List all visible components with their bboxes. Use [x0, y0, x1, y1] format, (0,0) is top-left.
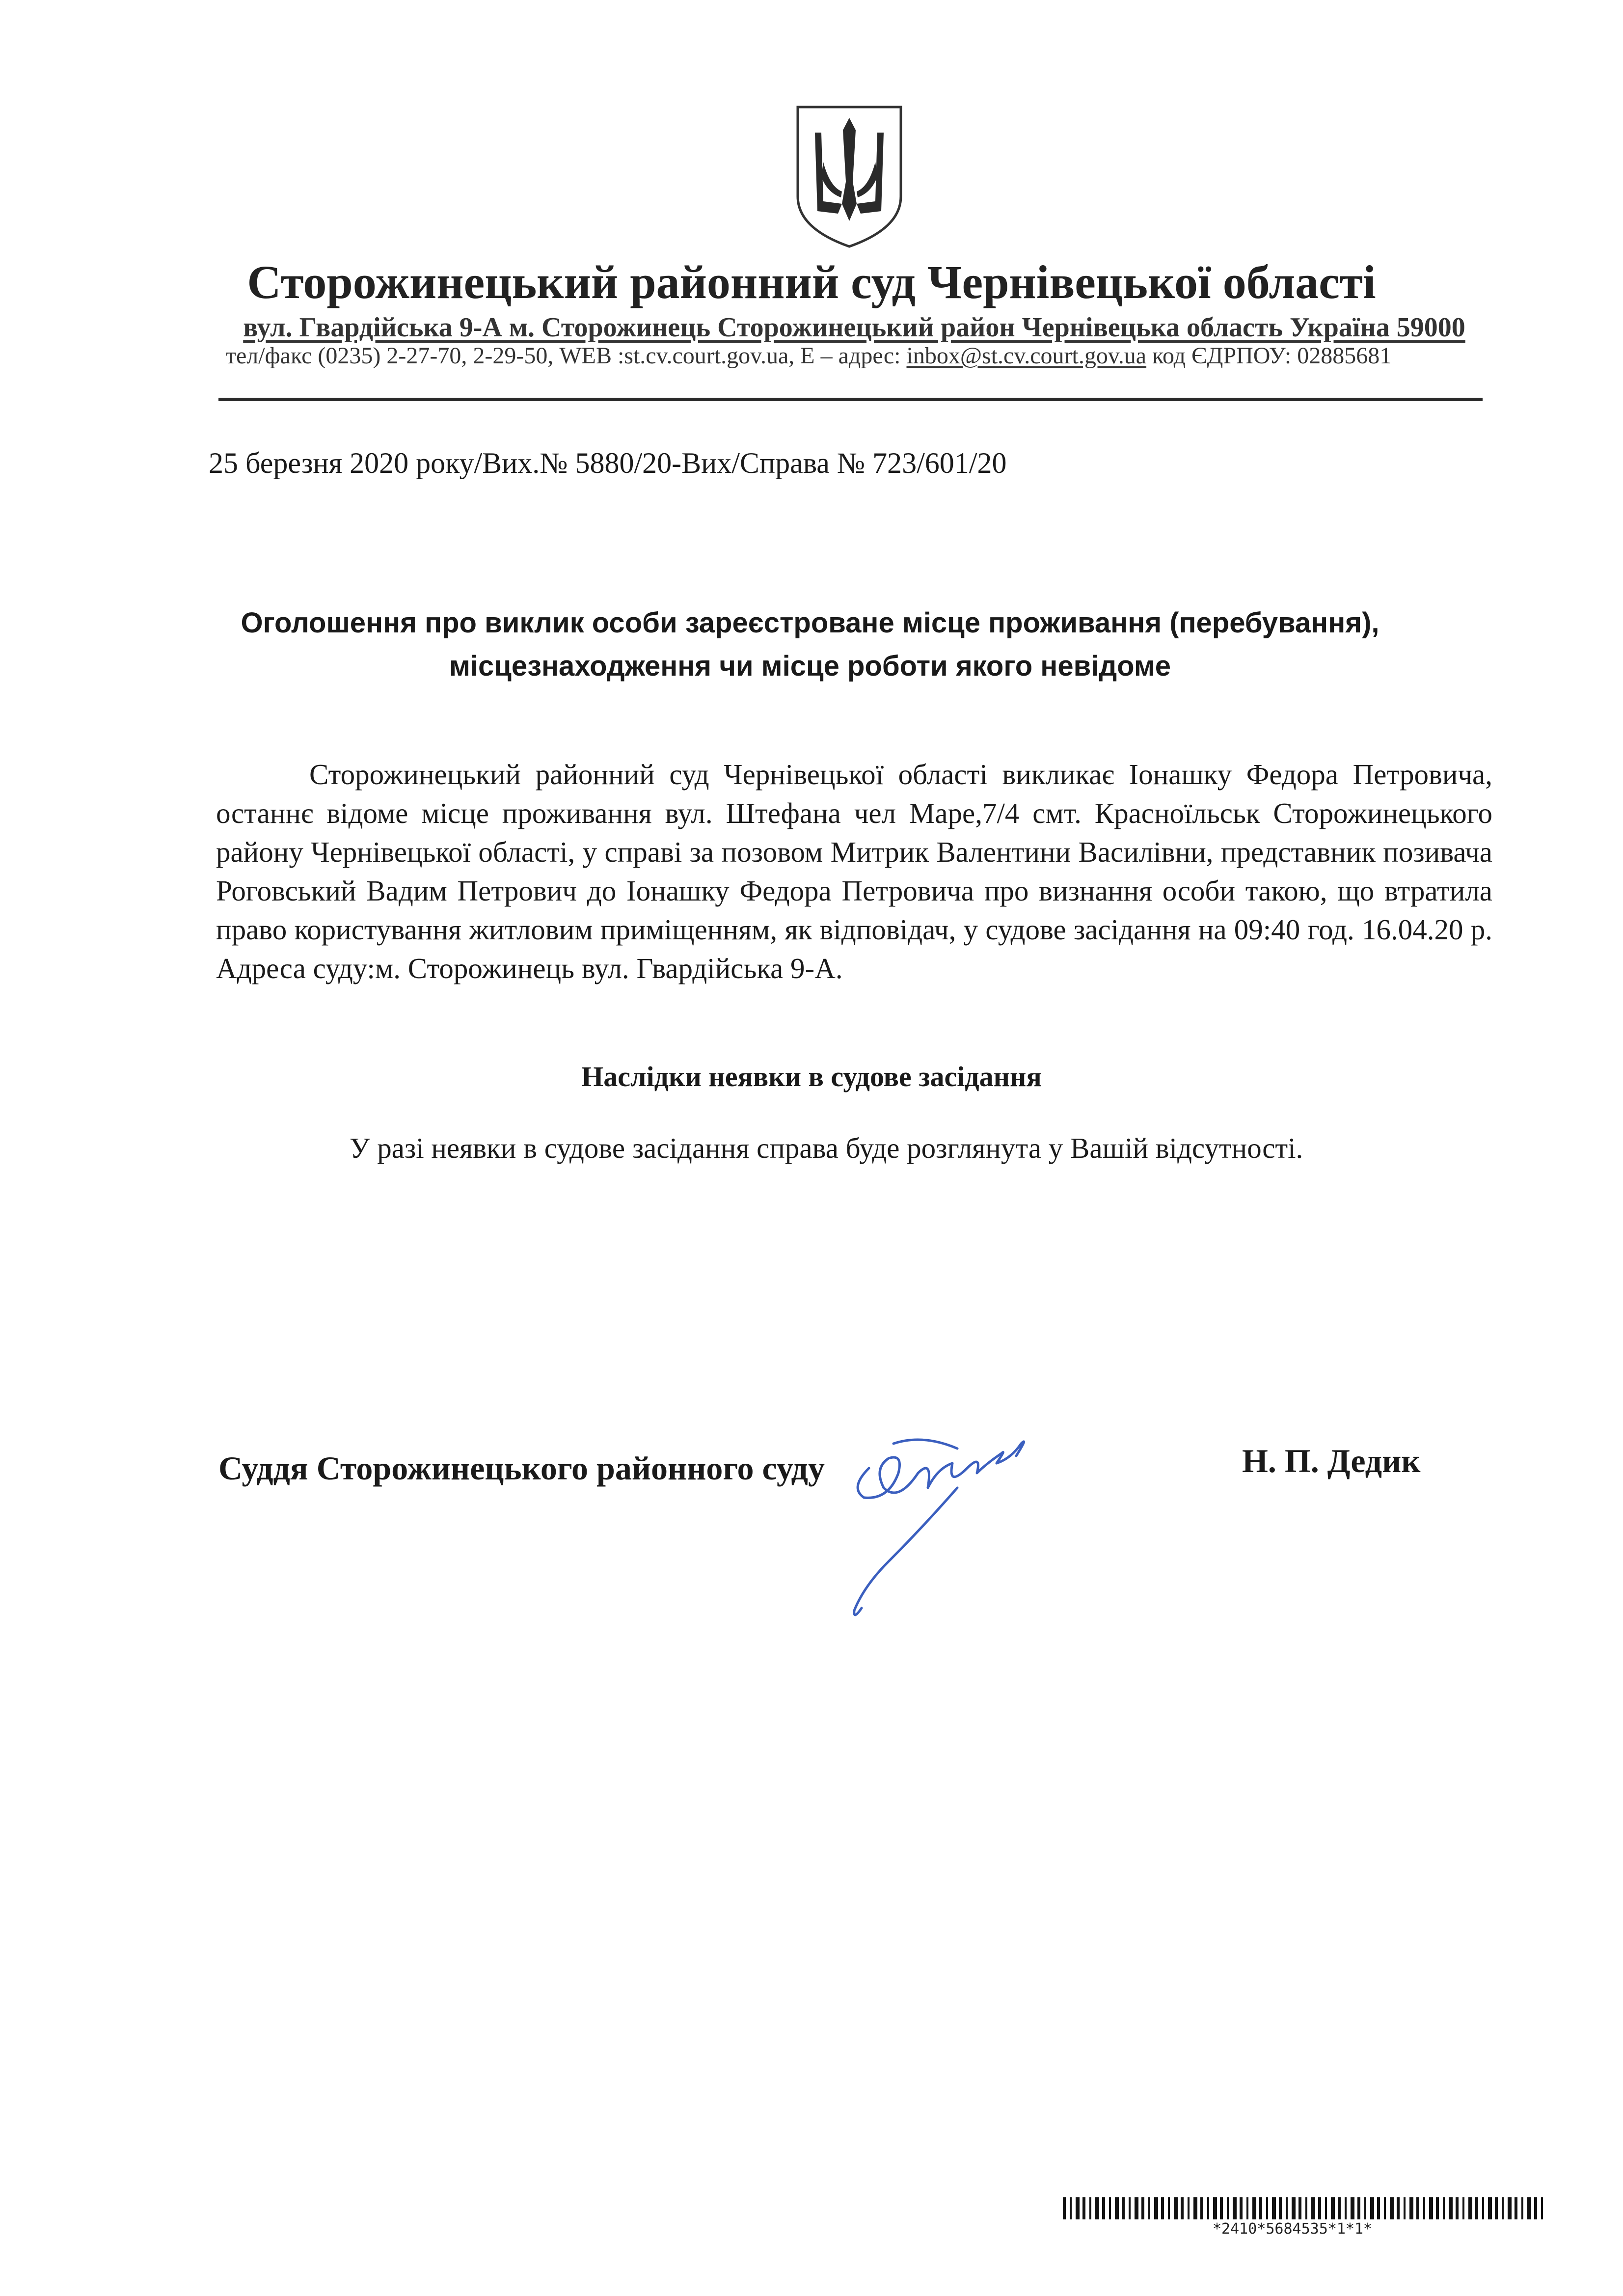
court-contacts	[226, 341, 1483, 371]
consequences-text: У разі неявки в судове засідання справа буде розглянута у Вашій відсутності.	[349, 1132, 1303, 1164]
court-name: Сторожинецький районний суд Чернівецької області	[247, 256, 1376, 308]
barcode	[1063, 2197, 1544, 2219]
announcement-title-line-1: Оголошення про виклик особи зареєстроване місце проживання (перебування),	[241, 607, 1380, 639]
contacts-prefix: тел/факс (0235) 2-27-70, 2-29-50, WEB :st.cv.court.gov.ua, Е – адрес:	[226, 343, 907, 369]
judge-title: Суддя Сторожинецького районного суду	[218, 1449, 825, 1487]
court-address: вул. Гвардійська 9-А м. Сторожинець Сторожинецький район Чернівецька область Україна 59000	[243, 312, 1465, 343]
contacts-suffix: код ЄДРПОУ: 02885681	[1146, 343, 1392, 369]
handwritten-signature	[835, 1414, 1208, 1630]
document-reference: 25 березня 2020 року/Вих.№ 5880/20-Вих/Справа № 723/601/20	[209, 447, 1007, 479]
barcode-number: *2410*5684535*1*1*	[1213, 2220, 1373, 2238]
email-link[interactable]: inbox@st.cv.court.gov.ua	[906, 343, 1147, 369]
header-divider	[218, 398, 1483, 401]
coat-of-arms-icon	[793, 103, 906, 250]
announcement-title	[147, 601, 1473, 688]
announcement-title-line-2: місцезнаходження чи місце роботи якого невідоме	[449, 650, 1171, 682]
consequences-heading: Наслідки неявки в судове засідання	[581, 1061, 1042, 1093]
announcement-body: Сторожинецький районний суд Чернівецької області викликає Іонашку Федора Петровича, останнє відоме місце проживання вул. Штефана чел Маре,7/4 смт. Красноїльськ Сторожинецького району Чернівецької області, у справі за позовом Митрик Валентини Василівни, представник позивача Роговський Вадим Петрович до Іонашку Федора Петровича про визнання особи такою, що втратила право користування житловим приміщенням, як відповідач, у судове засідання на 09:40 год. 16.04.20 р. Адреса суду:м. Сторожинець вул. Гвардійська 9-А.	[216, 758, 1492, 984]
judge-name: Н. П. Дедик	[1242, 1442, 1421, 1479]
